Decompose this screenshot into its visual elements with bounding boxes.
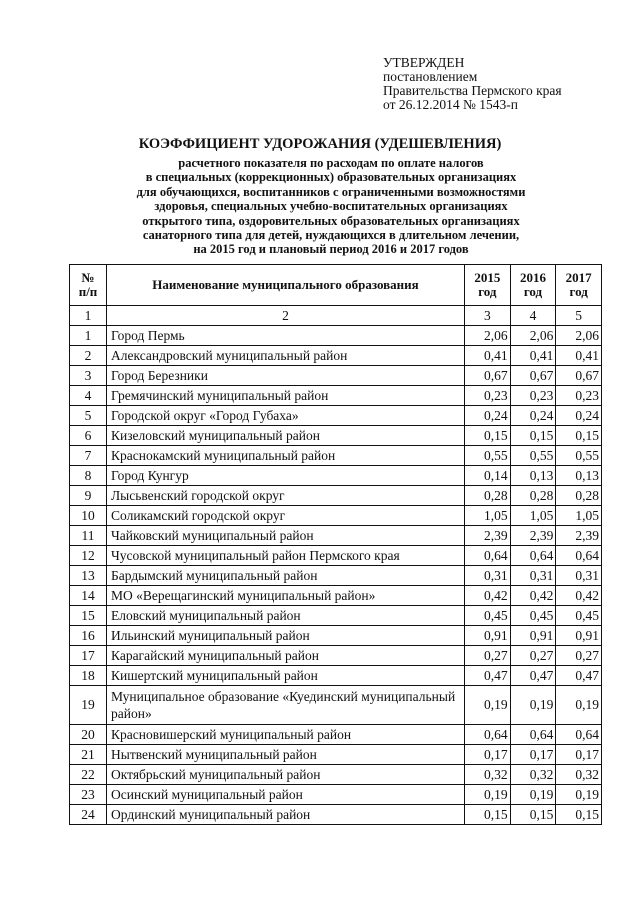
value-2017: 0,17 — [556, 745, 602, 765]
subtitle-line-6: санаторного типа для детей, нуждающихся в длительном лечении, — [142, 228, 520, 243]
coefficient-table — [69, 264, 602, 825]
subtitle-line-5: открытого типа, оздоровительных образовательных организациях — [142, 213, 520, 228]
table-row — [70, 686, 602, 725]
table-body — [70, 326, 602, 825]
value-2015: 0,64 — [465, 546, 511, 566]
subtitle-line-4: здоровья, специальных учебно-воспитательных организациях — [154, 199, 508, 214]
value-2015: 0,31 — [465, 566, 511, 586]
value-2017: 0,27 — [556, 646, 602, 666]
table-row — [70, 366, 602, 386]
header-name: Наименование муниципального образования — [107, 265, 465, 306]
value-2015: 0,91 — [465, 626, 511, 646]
row-number: 13 — [70, 566, 107, 586]
row-number: 1 — [70, 326, 107, 346]
value-2016: 0,31 — [510, 566, 556, 586]
value-2016: 0,41 — [510, 346, 556, 366]
subtitle-line-1: расчетного показателя по расходам по оплате налогов — [178, 156, 484, 170]
row-number: 17 — [70, 646, 107, 666]
table-header-row — [70, 265, 602, 306]
value-2015: 0,27 — [465, 646, 511, 666]
municipality-name: Гремячинский муниципальный район — [107, 386, 465, 406]
row-number: 9 — [70, 486, 107, 506]
value-2017: 0,64 — [556, 725, 602, 745]
row-number: 24 — [70, 805, 107, 825]
value-2017: 0,31 — [556, 566, 602, 586]
row-number: 7 — [70, 446, 107, 466]
approval-line-2: постановлением — [383, 69, 478, 84]
value-2016: 0,17 — [510, 745, 556, 765]
table-row — [70, 506, 602, 526]
table-row — [70, 785, 602, 805]
subtitle-line-3: для обучающихся, воспитанников с ограниченными возможностями — [136, 184, 526, 199]
row-number: 20 — [70, 725, 107, 745]
value-2017: 0,41 — [556, 346, 602, 366]
header-number-line-1: № — [81, 270, 95, 285]
value-2015: 0,45 — [465, 606, 511, 626]
value-2016: 1,05 — [510, 506, 556, 526]
value-2015: 0,19 — [465, 686, 511, 725]
column-index-4: 4 — [510, 306, 556, 326]
value-2015: 0,15 — [465, 426, 511, 446]
document-subtitle — [90, 156, 572, 257]
municipality-name: МО «Верещагинский муниципальный район» — [107, 586, 465, 606]
municipality-name: Ординский муниципальный район — [107, 805, 465, 825]
table-row — [70, 546, 602, 566]
table-row — [70, 666, 602, 686]
value-2017: 0,19 — [556, 785, 602, 805]
value-2017: 2,39 — [556, 526, 602, 546]
value-2017: 0,19 — [556, 686, 602, 725]
column-index-2: 2 — [107, 306, 465, 326]
municipality-name: Кишертский муниципальный район — [107, 666, 465, 686]
row-number: 16 — [70, 626, 107, 646]
row-number: 5 — [70, 406, 107, 426]
value-2016: 0,19 — [510, 785, 556, 805]
value-2017: 0,13 — [556, 466, 602, 486]
table-row — [70, 745, 602, 765]
value-2017: 0,47 — [556, 666, 602, 686]
value-2015: 0,32 — [465, 765, 511, 785]
value-2016: 2,06 — [510, 326, 556, 346]
value-2015: 0,41 — [465, 346, 511, 366]
header-2015 — [465, 265, 511, 306]
value-2016: 0,19 — [510, 686, 556, 725]
value-2015: 2,06 — [465, 326, 511, 346]
municipality-name: Краснокамский муниципальный район — [107, 446, 465, 466]
value-2017: 0,64 — [556, 546, 602, 566]
value-2017: 0,23 — [556, 386, 602, 406]
row-number: 18 — [70, 666, 107, 686]
value-2015: 0,47 — [465, 666, 511, 686]
table-row — [70, 346, 602, 366]
value-2015: 0,19 — [465, 785, 511, 805]
value-2016: 0,13 — [510, 466, 556, 486]
value-2015: 0,17 — [465, 745, 511, 765]
table-row — [70, 426, 602, 446]
value-2017: 0,32 — [556, 765, 602, 785]
table-row — [70, 646, 602, 666]
value-2016: 0,55 — [510, 446, 556, 466]
value-2017: 0,55 — [556, 446, 602, 466]
subtitle-line-7: на 2015 год и плановый период 2016 и 2017 годов — [193, 242, 469, 257]
row-number: 21 — [70, 745, 107, 765]
value-2017: 0,15 — [556, 426, 602, 446]
municipality-name: Красновишерский муниципальный район — [107, 725, 465, 745]
row-number: 11 — [70, 526, 107, 546]
row-number: 2 — [70, 346, 107, 366]
row-number: 19 — [70, 686, 107, 725]
municipality-name: Октябрьский муниципальный район — [107, 765, 465, 785]
header-2016 — [510, 265, 556, 306]
value-2016: 2,39 — [510, 526, 556, 546]
header-number — [70, 265, 107, 306]
header-2017-unit: год — [569, 284, 588, 299]
row-number: 8 — [70, 466, 107, 486]
value-2015: 0,15 — [465, 805, 511, 825]
value-2016: 0,23 — [510, 386, 556, 406]
municipality-name: Лысьвенский городской округ — [107, 486, 465, 506]
column-index-5: 5 — [556, 306, 602, 326]
table-row — [70, 406, 602, 426]
table-row — [70, 586, 602, 606]
value-2017: 0,24 — [556, 406, 602, 426]
municipality-name: Александровский муниципальный район — [107, 346, 465, 366]
value-2016: 0,15 — [510, 426, 556, 446]
value-2016: 0,15 — [510, 805, 556, 825]
row-number: 12 — [70, 546, 107, 566]
municipality-name: Город Кунгур — [107, 466, 465, 486]
row-number: 14 — [70, 586, 107, 606]
value-2016: 0,24 — [510, 406, 556, 426]
row-number: 23 — [70, 785, 107, 805]
header-2017 — [556, 265, 602, 306]
value-2015: 0,14 — [465, 466, 511, 486]
row-number: 22 — [70, 765, 107, 785]
municipality-name: Осинский муниципальный район — [107, 785, 465, 805]
value-2016: 0,47 — [510, 666, 556, 686]
table-row — [70, 626, 602, 646]
document-title: КОЭФФИЦИЕНТ УДОРОЖАНИЯ (УДЕШЕВЛЕНИЯ) — [138, 136, 502, 152]
header-2016-year: 2016 — [519, 270, 546, 285]
value-2015: 0,55 — [465, 446, 511, 466]
value-2016: 0,45 — [510, 606, 556, 626]
municipality-name: Город Пермь — [107, 326, 465, 346]
municipality-name: Чусовской муниципальный район Пермского края — [107, 546, 465, 566]
subtitle-line-2: в специальных (коррекционных) образовательных организациях — [145, 170, 517, 185]
column-index-row — [70, 306, 602, 326]
approval-line-4: от 26.12.2014 № 1543-п — [383, 97, 518, 112]
municipality-name: Ильинский муниципальный район — [107, 626, 465, 646]
value-2017: 0,91 — [556, 626, 602, 646]
value-2017: 0,42 — [556, 586, 602, 606]
table-row — [70, 566, 602, 586]
value-2016: 0,27 — [510, 646, 556, 666]
municipality-name: Бардымский муниципальный район — [107, 566, 465, 586]
value-2016: 0,64 — [510, 725, 556, 745]
approval-line-1: УТВЕРЖДЕН — [383, 55, 465, 70]
municipality-name: Соликамский городской округ — [107, 506, 465, 526]
municipality-name: Кизеловский муниципальный район — [107, 426, 465, 446]
table-row — [70, 386, 602, 406]
table-row — [70, 526, 602, 546]
value-2015: 0,23 — [465, 386, 511, 406]
header-2015-year: 2015 — [474, 270, 501, 285]
table-row — [70, 725, 602, 745]
value-2015: 0,24 — [465, 406, 511, 426]
row-number: 15 — [70, 606, 107, 626]
approval-line-3: Правительства Пермского края — [383, 83, 562, 98]
value-2016: 0,67 — [510, 366, 556, 386]
table-row — [70, 446, 602, 466]
column-index-3: 3 — [465, 306, 511, 326]
value-2016: 0,91 — [510, 626, 556, 646]
header-2016-unit: год — [523, 284, 543, 299]
table-row — [70, 805, 602, 825]
value-2016: 0,32 — [510, 765, 556, 785]
value-2017: 0,45 — [556, 606, 602, 626]
value-2015: 0,67 — [465, 366, 511, 386]
value-2017: 2,06 — [556, 326, 602, 346]
approval-stamp — [383, 56, 562, 112]
header-number-line-2: п/п — [78, 284, 98, 299]
table-row — [70, 486, 602, 506]
municipality-name: Городской округ «Город Губаха» — [107, 406, 465, 426]
municipality-name: Еловский муниципальный район — [107, 606, 465, 626]
table-row — [70, 765, 602, 785]
value-2015: 1,05 — [465, 506, 511, 526]
header-2017-year: 2017 — [565, 270, 592, 285]
municipality-name: Муниципальное образование «Куединский муниципальный район» — [107, 686, 465, 725]
municipality-name: Чайковский муниципальный район — [107, 526, 465, 546]
value-2017: 0,67 — [556, 366, 602, 386]
value-2015: 0,42 — [465, 586, 511, 606]
row-number: 3 — [70, 366, 107, 386]
table-row — [70, 326, 602, 346]
value-2015: 0,28 — [465, 486, 511, 506]
value-2015: 2,39 — [465, 526, 511, 546]
value-2015: 0,64 — [465, 725, 511, 745]
row-number: 6 — [70, 426, 107, 446]
table-row — [70, 466, 602, 486]
column-index-1: 1 — [70, 306, 107, 326]
value-2016: 0,42 — [510, 586, 556, 606]
value-2017: 0,15 — [556, 805, 602, 825]
row-number: 10 — [70, 506, 107, 526]
value-2016: 0,64 — [510, 546, 556, 566]
municipality-name: Город Березники — [107, 366, 465, 386]
table-row — [70, 606, 602, 626]
value-2017: 1,05 — [556, 506, 602, 526]
row-number: 4 — [70, 386, 107, 406]
value-2016: 0,28 — [510, 486, 556, 506]
header-2015-unit: год — [478, 284, 497, 299]
municipality-name: Карагайский муниципальный район — [107, 646, 465, 666]
value-2017: 0,28 — [556, 486, 602, 506]
municipality-name: Нытвенский муниципальный район — [107, 745, 465, 765]
